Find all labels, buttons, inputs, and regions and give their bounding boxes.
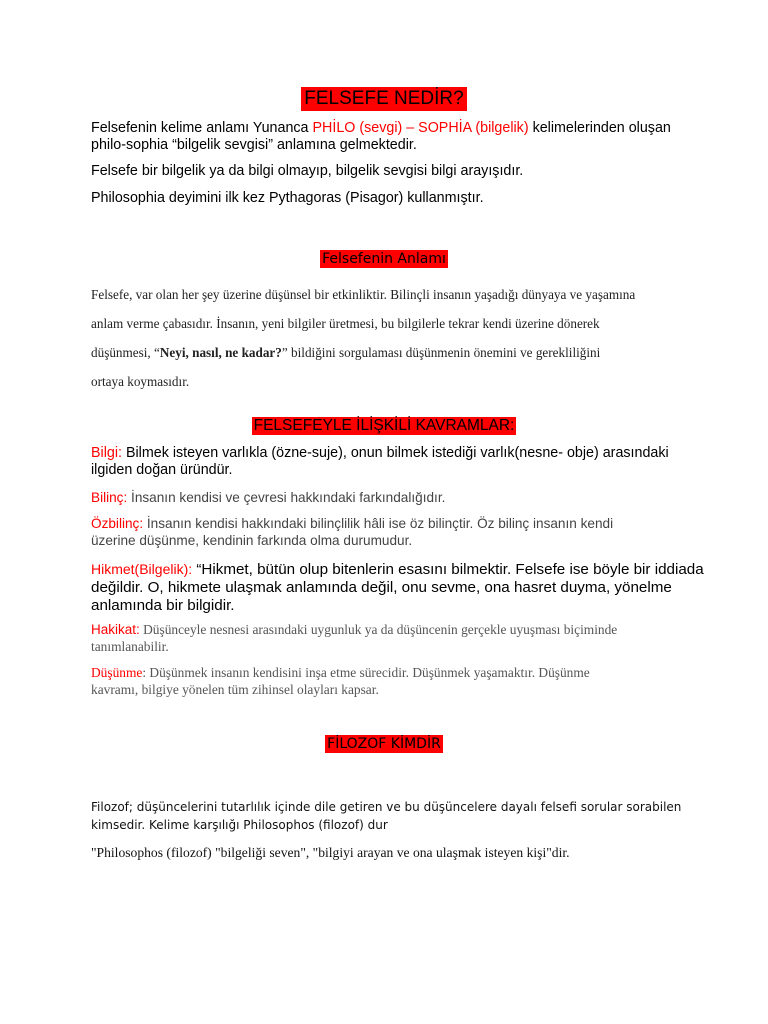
philo-sophia-highlight: PHİLO (sevgi) – SOPHİA (bilgelik) bbox=[312, 120, 529, 136]
paragraph-pythagoras: Philosophia deyimini ilk kez Pythagoras (Pisagor) kullanmıştır. bbox=[91, 190, 484, 206]
paragraph-filozof-tanimi: Filozof; düşüncelerini tutarlılık içinde dile getiren ve bu düşüncelere dayalı felsefi sorular sorabilen kimsedir. Kelime karşılığı Philosophos (filozof) dur bbox=[91, 800, 682, 832]
definition-hakikat: Hakikat: Düşünceyle nesnesi arasındaki uygunluk ya da düşüncenin gerçekle uyuşması biçiminde tanımlanabilir. bbox=[91, 622, 618, 654]
heading-felsefe-nedir: FELSEFE NEDİR? bbox=[0, 87, 768, 111]
heading-filozof-kimdir: FİLOZOF KİMDİR bbox=[327, 736, 441, 752]
heading-felsefenin-anlami: Felsefenin Anlamı bbox=[322, 251, 446, 267]
definition-dusunme: Düşünme: Düşünmek insanın kendisini inşa etme sürecidir. Düşünmek yaşamaktır. Düşünme kavramı, bilgiye yönelen tüm zihinsel olayları kapsar. bbox=[91, 665, 590, 697]
bold-question: Neyi, nasıl, ne kadar? bbox=[159, 345, 282, 360]
paragraph-bilgelik-sevgisi: Felsefe bir bilgelik ya da bilgi olmayıp, bilgelik sevgisi bilgi arayışıdır. bbox=[91, 163, 524, 179]
term-hikmet: Hikmet(Bilgelik): bbox=[91, 561, 193, 577]
term-ozbilinc: Özbilinç: bbox=[91, 516, 144, 531]
heading-iliskili-kavramlar: FELSEFEYLE İLİŞKİLİ KAVRAMLAR: bbox=[253, 417, 515, 434]
definition-bilinc: Bilinç: İnsanın kendisi ve çevresi hakkındaki farkındalığıdır. bbox=[91, 490, 446, 505]
term-hakikat: Hakikat: bbox=[91, 622, 140, 637]
paragraph-kelime-anlami: Felsefenin kelime anlamı Yunanca PHİLO (sevgi) – SOPHİA (bilgelik) kelimelerinden oluşan philo-sophia “bilgelik sevgisi” anlamına gelmektedir. bbox=[91, 120, 671, 153]
paragraph-felsefenin-anlami: Felsefe, var olan her şey üzerine düşünsel bir etkinliktir. Bilinçli insanın yaşadığı dünyaya ve yaşamına anlam verme çabasıdır. İnsanın, yeni bilgiler üretmesi, bu bilgilerle tekrar kendi üzerine dönerek düşünmesi, “Neyi, nasıl, ne kadar?” bildiğini sorgulaması düşünmenin önemini ve gerekliliğini ortaya koymasıdır. bbox=[91, 287, 636, 389]
paragraph-philosophos: "Philosophos (filozof) "bilgeliği seven", "bilgiyi arayan ve ona ulaşmak isteyen kişi"dir. bbox=[91, 845, 570, 860]
definition-hikmet: Hikmet(Bilgelik): “Hikmet, bütün olup bitenlerin esasını bilmektir. Felsefe ise böyle bir iddiada değildir. O, hikmete ulaşmak anlamında değil, onu sevme, ona hasret duyma, yönelme anlamında bir bilgidir. bbox=[91, 561, 704, 614]
definition-bilgi: Bilgi: Bilmek isteyen varlıkla (özne-suje), onun bilmek istediği varlık(nesne- obje) arasındaki ilgiden doğan üründür. bbox=[91, 445, 669, 478]
term-bilinc: Bilinç: bbox=[91, 490, 128, 505]
term-dusunme: Düşünme bbox=[91, 665, 143, 680]
definition-ozbilinc: Özbilinç: İnsanın kendisi hakkındaki bilinçlilik hâli ise öz bilinçtir. Öz bilinç insanın kendi üzerine düşünme, kendinin farkında olma durumudur. bbox=[91, 516, 614, 548]
term-bilgi: Bilgi: bbox=[91, 445, 122, 461]
